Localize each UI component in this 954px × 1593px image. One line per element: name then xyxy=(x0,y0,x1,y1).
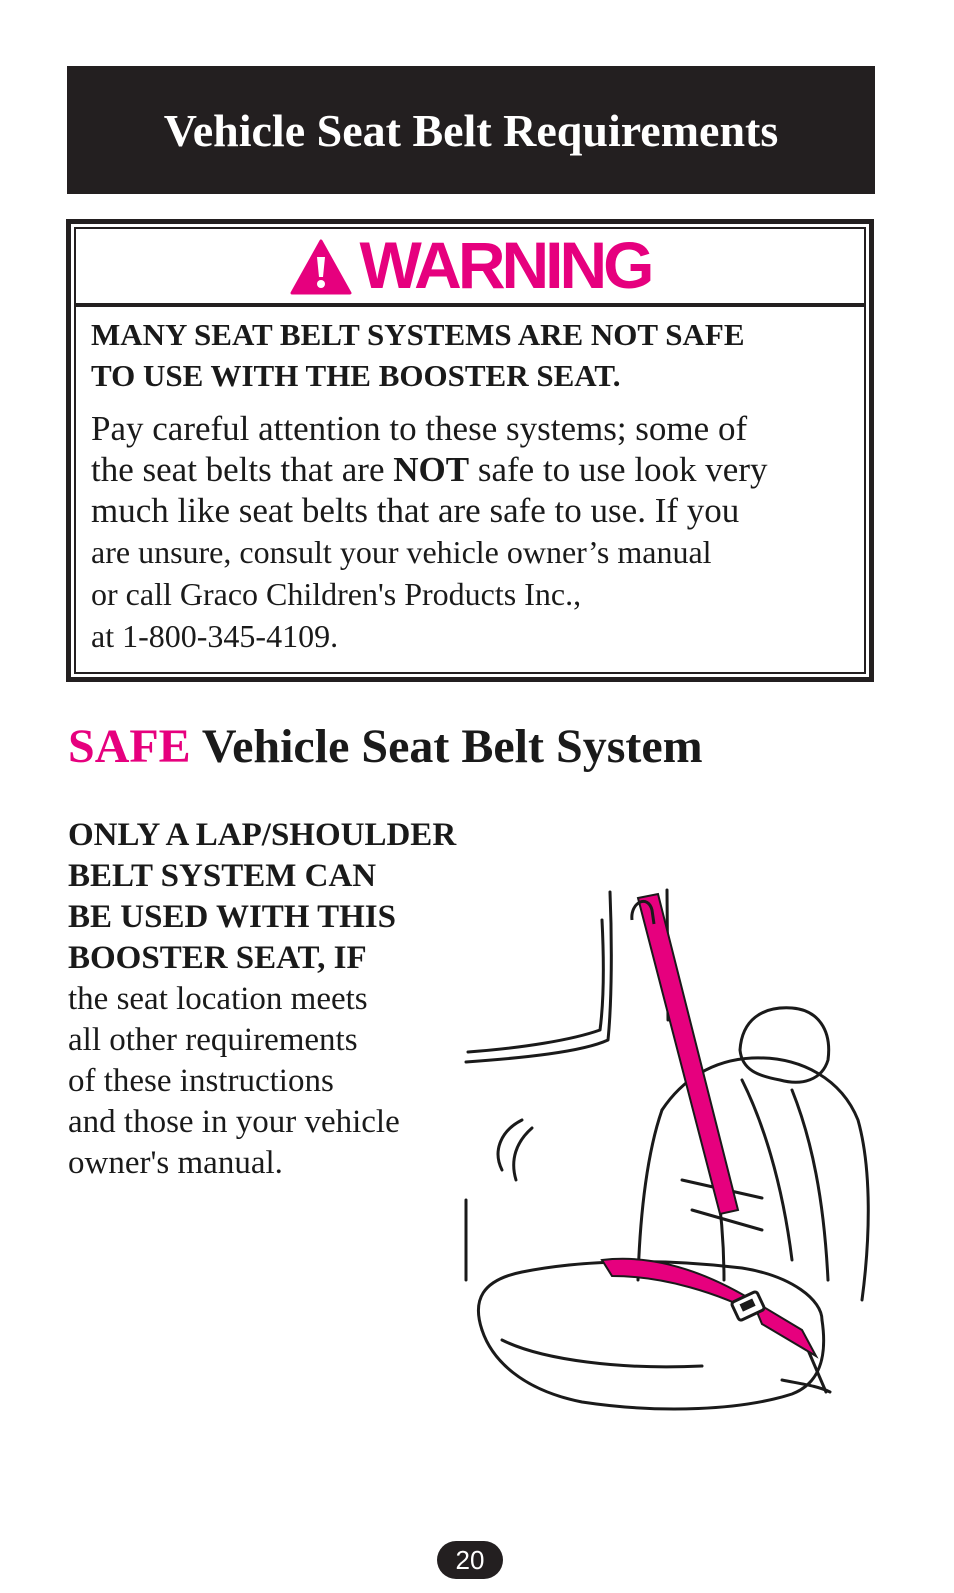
warning-body xyxy=(91,314,855,657)
safe-text-line: the seat location meets xyxy=(68,981,368,1017)
page-number-badge xyxy=(437,1541,503,1579)
safe-text-line: all other requirements xyxy=(68,1022,358,1058)
warning-label: WARNING xyxy=(359,228,651,302)
warning-box xyxy=(66,219,874,682)
warning-caps-line: TO USE WITH THE BOOSTER SEAT. xyxy=(91,358,621,393)
safe-caps-line: BE USED WITH THIS xyxy=(68,899,397,935)
warning-text-line: safe to use look very xyxy=(469,450,768,489)
warning-text-line: Pay careful attention to these systems; some of xyxy=(91,409,748,448)
warning-text-line: the seat belts that are xyxy=(91,450,394,489)
warning-emphasis: NOT xyxy=(393,450,470,489)
safe-caps-line: BELT SYSTEM CAN xyxy=(68,858,377,894)
safe-description xyxy=(68,815,488,1184)
warning-caps-text xyxy=(91,314,855,396)
warning-paragraph xyxy=(91,408,855,657)
safe-text-line: and those in your vehicle xyxy=(68,1104,400,1140)
safe-caps-text xyxy=(68,815,488,979)
warning-text-line: or call Graco Children's Products Inc., xyxy=(91,576,582,612)
page-number: 20 xyxy=(455,1544,485,1575)
safe-highlight: SAFE xyxy=(68,720,191,773)
safe-section-heading xyxy=(68,718,703,776)
safe-text-line: owner's manual. xyxy=(68,1145,283,1181)
safe-text-line: of these instructions xyxy=(68,1063,334,1099)
safe-caps-line: BOOSTER SEAT, IF xyxy=(68,940,367,976)
safe-heading-rest: Vehicle Seat Belt System xyxy=(190,720,703,773)
warning-text-line: much like seat belts that are safe to use. If you xyxy=(91,491,740,530)
safe-caps-line: ONLY A LAP/SHOULDER xyxy=(68,817,457,853)
section-title: Vehicle Seat Belt Requirements xyxy=(163,104,779,156)
warning-phone-line: at 1-800-345-4109. xyxy=(91,618,339,654)
safe-body-text xyxy=(68,979,488,1184)
vehicle-seat-belt-illustration xyxy=(462,880,882,1420)
section-header xyxy=(67,66,875,194)
warning-text-line: are unsure, consult your vehicle owner’s manual xyxy=(91,534,712,570)
warning-caps-line: MANY SEAT BELT SYSTEMS ARE NOT SAFE xyxy=(91,317,745,352)
